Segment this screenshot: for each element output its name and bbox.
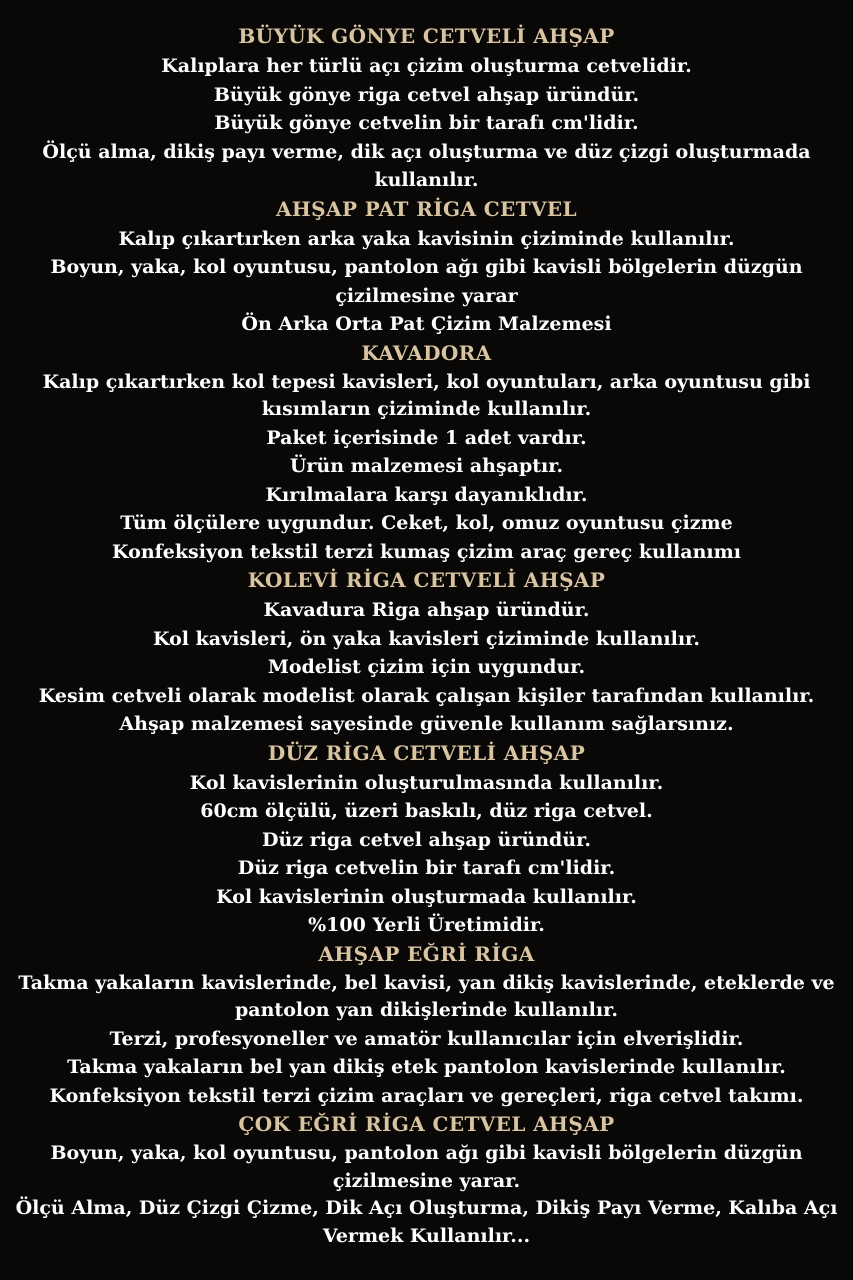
section-line: Takma yakaların kavislerinde, bel kavisi, yan dikiş kavislerinde, eteklerde ve pantolon yan dikişlerinde kullanılır. bbox=[18, 971, 835, 1022]
section-line: Boyun, yaka, kol oyuntusu, pantolon ağı gibi kavisli bölgelerin düzgün çizilmesine yarar. bbox=[50, 1142, 803, 1192]
section-heading: AHŞAP EĞRİ RİGA bbox=[318, 941, 535, 966]
section-line: Terzi, profesyoneller ve amatör kullanıcılar için elverişlidir. bbox=[109, 1027, 744, 1050]
product-section-duz-riga bbox=[6, 739, 847, 940]
section-line: Kalıplara her türlü açı çizim oluşturma cetvelidir. bbox=[161, 55, 692, 77]
section-line: Modelist çizim için uygundur. bbox=[267, 656, 586, 679]
product-section-buyuk-gonye bbox=[6, 22, 847, 195]
section-line: Kol kavislerinin oluşturulmasında kullanılır. bbox=[189, 771, 664, 794]
section-line: Tüm ölçülere uygundur. Ceket, kol, omuz oyuntusu çizme bbox=[120, 512, 733, 535]
section-line: Ölçü alma, dikiş payı verme, dik açı oluşturma ve düz çizgi oluşturmada kullanılır. bbox=[42, 140, 811, 191]
section-line: Kol kavisleri, ön yaka kavisleri çiziminde kullanılır. bbox=[153, 627, 700, 650]
section-line: Düz riga cetvelin bir tarafı cm'lidir. bbox=[237, 857, 616, 880]
section-heading: AHŞAP PAT RİGA CETVEL bbox=[275, 196, 578, 221]
section-line: Kalıp çıkartırken kol tepesi kavisleri, kol oyuntuları, arka oyuntusu gibi kısımların çiziminde kullanılır. bbox=[42, 370, 811, 421]
section-line: Ön Arka Orta Pat Çizim Malzemesi bbox=[241, 313, 612, 335]
product-section-ahsap-pat-riga bbox=[6, 195, 847, 339]
product-section-cok-egri-riga bbox=[6, 1110, 847, 1250]
section-line: Konfeksiyon tekstil terzi çizim araçları ve gereçleri, riga cetvel takımı. bbox=[49, 1084, 804, 1107]
section-line: %100 Yerli Üretimidir. bbox=[308, 914, 545, 937]
section-line: Kavadura Riga ahşap üründür. bbox=[263, 599, 590, 622]
section-line: Ürün malzemesi ahşaptır. bbox=[289, 455, 564, 478]
section-line: Kesim cetveli olarak modelist olarak çalışan kişiler tarafından kullanılır. bbox=[38, 684, 815, 707]
section-line: Boyun, yaka, kol oyuntusu, pantolon ağı gibi kavisli bölgelerin düzgün çizilmesine yarar bbox=[50, 256, 803, 307]
section-heading: KOLEVİ RİGA CETVELİ AHŞAP bbox=[247, 568, 606, 593]
section-line: Kırılmalara karşı dayanıklıdır. bbox=[265, 483, 588, 506]
section-line: Büyük gönye riga cetvel ahşap üründür. bbox=[213, 83, 640, 106]
section-line: Düz riga cetvel ahşap üründür. bbox=[262, 828, 591, 851]
section-line: Kol kavislerinin oluşturmada kullanılır. bbox=[216, 885, 637, 908]
section-line: Kalıp çıkartırken arka yaka kavisinin çiziminde kullanılır. bbox=[118, 227, 735, 250]
section-heading: KAVADORA bbox=[361, 340, 492, 365]
product-section-kavadora bbox=[6, 339, 847, 567]
section-line: Büyük gönye cetvelin bir tarafı cm'lidir. bbox=[214, 112, 639, 134]
section-line: Ahşap malzemesi sayesinde güvenle kullanım sağlarsınız. bbox=[119, 713, 734, 736]
section-line: 60cm ölçülü, üzeri baskılı, düz riga cetvel. bbox=[200, 800, 653, 823]
product-section-ahsap-egri-riga bbox=[6, 940, 847, 1111]
section-line: Paket içerisinde 1 adet vardır. bbox=[266, 426, 587, 449]
product-section-kolevi-riga bbox=[6, 566, 847, 739]
section-heading: ÇOK EĞRİ RİGA CETVEL AHŞAP bbox=[238, 1112, 615, 1137]
section-line: Ölçü Alma, Düz Çizgi Çizme, Dik Açı Oluşturma, Dikiş Payı Verme, Kalıba Açı Vermek Kullanılır... bbox=[15, 1197, 838, 1247]
section-line: Konfeksiyon tekstil terzi kumaş çizim araç gereç kullanımı bbox=[112, 540, 741, 563]
section-line: Takma yakaların bel yan dikiş etek pantolon kavislerinde kullanılır. bbox=[67, 1056, 786, 1079]
section-heading: DÜZ RİGA CETVELİ AHŞAP bbox=[267, 740, 586, 765]
section-heading: BÜYÜK GÖNYE CETVELİ AHŞAP bbox=[238, 24, 615, 48]
